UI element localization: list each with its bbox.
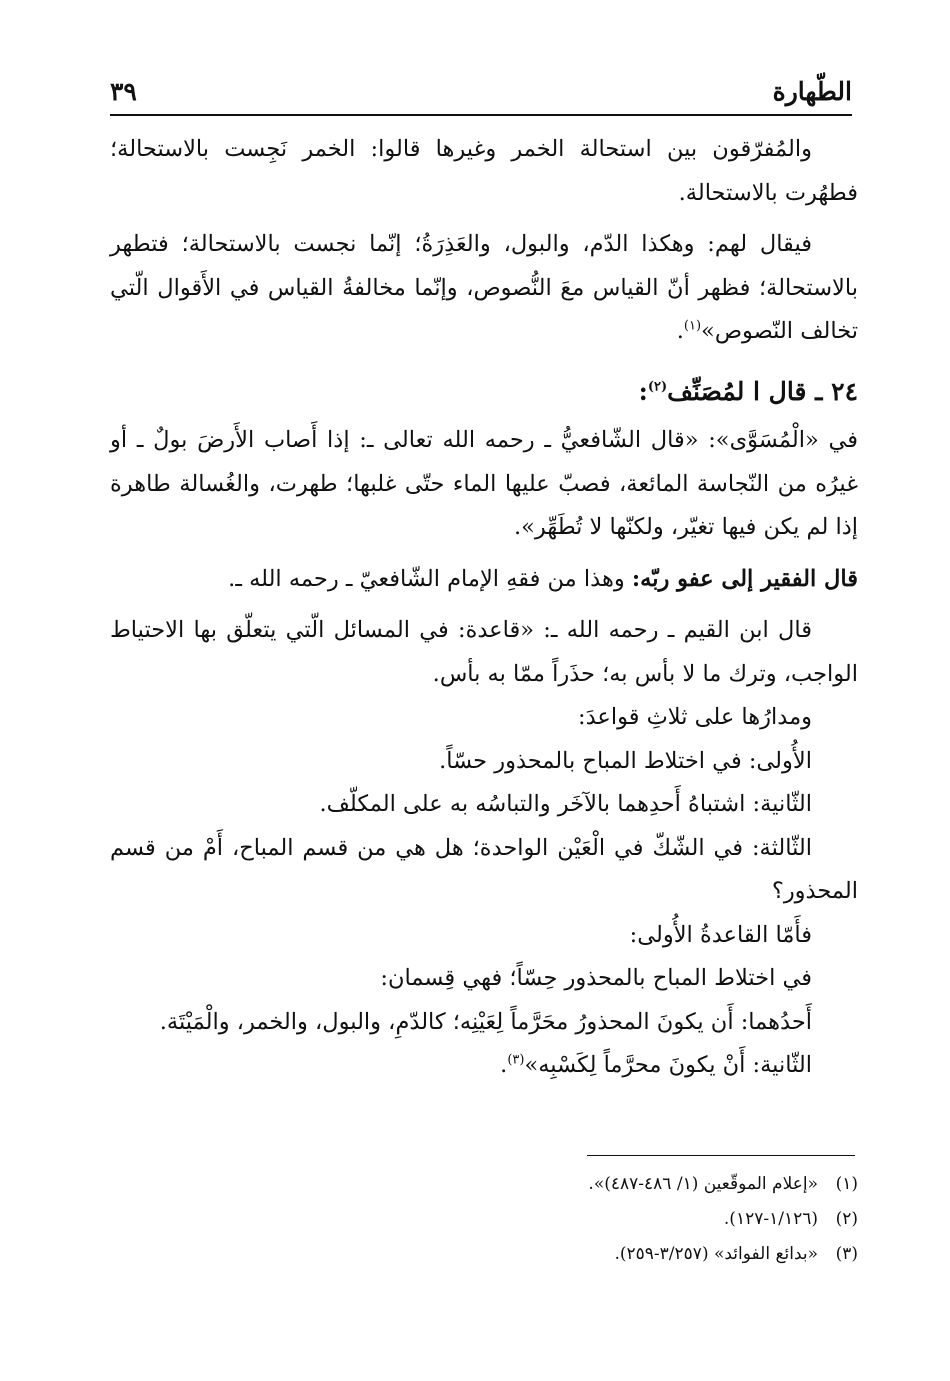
footnote-divider	[587, 1155, 855, 1156]
paragraph: أَحدُهما: أَن يكونَ المحذورُ محَرَّماً لِعَيْنِه؛ كالدّمِ، والبول، والخمر، والْمَيْتَة.	[159, 1008, 812, 1035]
paragraph: الثّانية: اشتباهُ أَحدِهما بالآخَر والتباسُه به على المكلّف.	[319, 791, 812, 817]
paragraph: الثّالثة: في الشّكّ في الْعَيْن الواحدة؛ هل هي من قسم المباح، أَمْ من قسم المحذور؟	[110, 834, 858, 904]
paragraph	[110, 558, 858, 602]
footnote-ref: (٣)	[507, 1052, 525, 1068]
paragraph-end: .	[500, 1052, 508, 1078]
section-heading	[110, 370, 858, 414]
footnote	[110, 1237, 858, 1272]
paragraph-end: .	[676, 318, 684, 344]
paragraph	[110, 1044, 858, 1088]
footnote	[110, 1202, 858, 1237]
footnote-text: «إعلام الموقّعين (١/ ٤٨٦-٤٨٧)».	[588, 1174, 818, 1194]
main-text	[110, 128, 858, 1088]
paragraph: الأُولى: في اختلاط المباح بالمحذور حسّاً.	[439, 747, 812, 774]
paragraph-text: وهذا من فقهِ الإمام الشّافعيّ ـ رحمه الله ـ.	[228, 565, 632, 592]
footnote-text: (١/١٢٦-١٢٧).	[723, 1209, 818, 1229]
footnote-number: (١)	[835, 1174, 858, 1194]
footnote-ref: (٢)	[647, 379, 668, 395]
footnote-number: (٣)	[835, 1244, 858, 1264]
author-lead: قال الفقير إلى عفو ربّه:	[631, 565, 858, 592]
page-number: ٣٩	[110, 77, 137, 106]
running-header	[110, 68, 852, 106]
paragraph: قال ابن القيم ـ رحمه الله ـ: «قاعدة: في المسائل الّتي يتعلّق بها الاحتياط الواجب، وترك ما لا بأس به؛ حذَراً ممّا به بأس.	[110, 617, 858, 687]
paragraph: في اختلاط المباح بالمحذور حِسّاً؛ فهي قِسمان:	[380, 965, 812, 991]
paragraph-text: فيقال لهم: وهكذا الدّم، والبول، والعَذِرَةُ؛ إنّما نجست بالاستحالة؛ فتطهر بالاستحالة؛ فظهر أنّ القياس معَ النُّصوص، وإنّما مخالفةُ القياس في الأَقوال الّتي تخالف النّصوص»	[110, 231, 858, 344]
paragraph: فأَمّا القاعدةُ الأُولى:	[629, 921, 812, 948]
section-title-text: ٢٤ ـ قال ا لمُصَنِّف	[667, 376, 858, 406]
footnote	[110, 1167, 858, 1202]
paragraph: والمُفرّقون بين استحالة الخمر وغيرها قالوا: الخمر نَجِست بالاستحالة؛ فطهُرت بالاستحالة.	[110, 136, 858, 206]
footnote-ref: (١)	[683, 318, 702, 334]
header-divider	[110, 114, 852, 116]
paragraph-text: الثّانية: أَنْ يكونَ محرَّماً لِكَسْبِه»	[524, 1052, 812, 1078]
chapter-title: الطّهارة	[772, 77, 852, 106]
paragraph: في «الْمُسَوَّى»: «قال الشّافعيُّ ـ رحمه الله تعالى ـ: إذا أَصاب الأَرضَ بولٌ ـ أو غيرُه من النّجاسة المائعة، فصبّ عليها الماء حتّى غلبها؛ طهرت، والغُسالة طاهرة إذا لم يكن فيها تغيّر، ولكنّها لا تُطَهِّر».	[110, 427, 858, 540]
paragraph	[110, 223, 858, 354]
footnote-text: «بدائع الفوائد» (٣/٢٥٧-٢٥٩).	[614, 1244, 818, 1264]
footnote-number: (٢)	[835, 1209, 858, 1229]
footnotes	[110, 1167, 858, 1272]
section-title-end: :	[638, 376, 648, 406]
paragraph: ومدارُها على ثلاثِ قواعدَ:	[578, 704, 812, 730]
